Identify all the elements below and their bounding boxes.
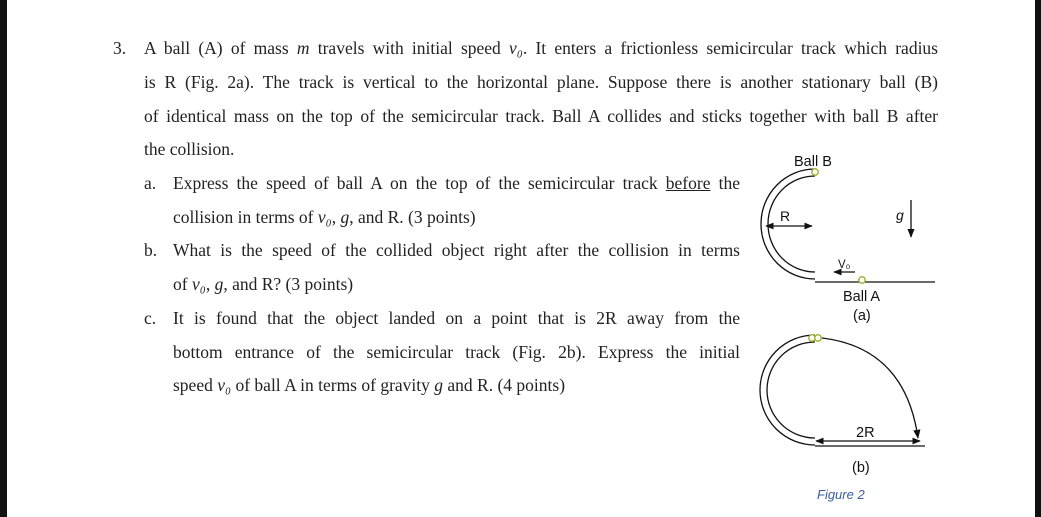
figure-caption: Figure 2 xyxy=(817,487,865,502)
item-b-line-1: What is the speed of the collided object right after the collision in terms xyxy=(173,240,740,260)
intro-line-1: A ball (A) of mass m travels with initial speed v₀. It enters a frictionless semicircular track which radius xyxy=(144,38,938,58)
figure-2a xyxy=(761,154,935,324)
track-outer-arc xyxy=(761,169,815,279)
caption-a: (a) xyxy=(853,308,871,324)
track-inner-arc-b xyxy=(767,342,815,438)
item-c-line-3: speed v₀ of ball A in terms of gravity g and R. (4 points) xyxy=(173,375,566,395)
item-c-letter: c. xyxy=(144,308,157,328)
problem-number: 3. xyxy=(113,38,127,58)
speed-label: V₀ xyxy=(838,259,851,271)
ball-ab-2 xyxy=(815,335,821,341)
distance-label: 2R xyxy=(856,425,875,441)
intro-line-3: of identical mass on the top of the semicircular track. Ball A collides and sticks together with ball B after xyxy=(144,106,938,126)
ball-a xyxy=(859,277,865,283)
item-b-letter: b. xyxy=(144,240,158,260)
italic-symbol: v₀ xyxy=(317,207,332,227)
track-inner-arc xyxy=(768,176,815,272)
intro-line-2: is R (Fig. 2a). The track is vertical to the horizontal plane. Suppose there is another stationary ball (B) xyxy=(144,72,938,92)
item-a-letter: a. xyxy=(144,173,157,193)
italic-symbol: v₀ xyxy=(217,375,232,395)
italic-symbol: g xyxy=(214,274,224,294)
item-a-line-2: collision in terms of v₀, g, and R. (3 points) xyxy=(173,207,476,227)
item-c-line-2: bottom entrance of the semicircular track (Fig. 2b). Express the initial xyxy=(173,342,740,362)
gravity-label: g xyxy=(896,207,904,223)
italic-symbol: m xyxy=(296,38,310,58)
italic-symbol: v₀ xyxy=(509,38,523,58)
italic-symbol: v₀ xyxy=(191,274,206,294)
figure-2b xyxy=(760,335,925,476)
track-outer-arc-b xyxy=(760,335,815,445)
underlined-word: before xyxy=(665,173,711,193)
item-c-line-1: It is found that the object landed on a point that is 2R away from the xyxy=(173,308,740,328)
projectile-path xyxy=(822,338,918,438)
intro-line-4: the collision. xyxy=(144,139,235,159)
item-b-line-2: of v₀, g, and R? (3 points) xyxy=(173,274,354,294)
caption-b: (b) xyxy=(852,460,870,476)
radius-label: R xyxy=(780,208,791,224)
ball-a-label: Ball A xyxy=(843,289,881,305)
italic-symbol: g xyxy=(434,375,444,395)
ball-b-label: Ball B xyxy=(794,154,832,170)
italic-symbol: g xyxy=(340,207,350,227)
item-a-line-1: Express the speed of ball A on the top of the semicircular track before the xyxy=(173,173,740,193)
